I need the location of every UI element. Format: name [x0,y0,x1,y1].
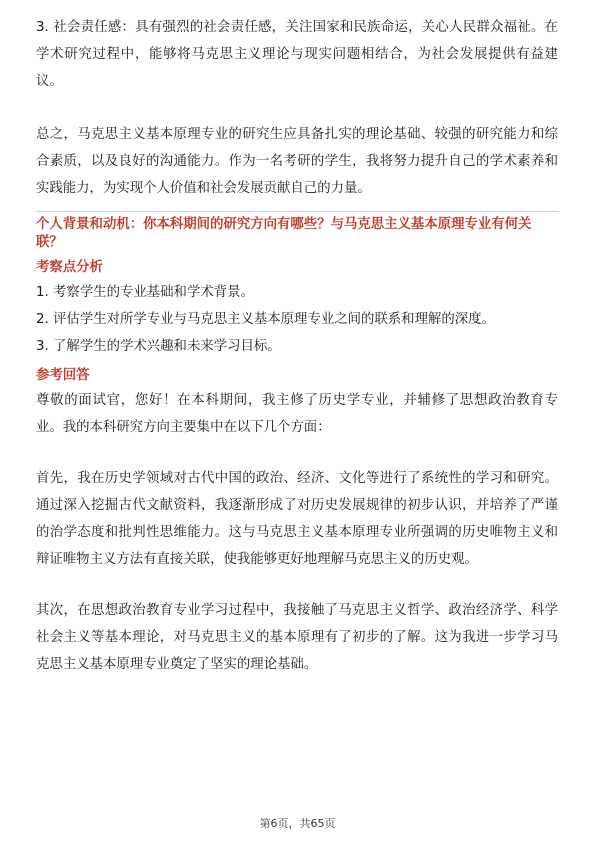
paragraph-social-responsibility: 3. 社会责任感：具有强烈的社会责任感，关注国家和民族命运，关心人民群众福祉。在学术研究过程中，能够将马克思主义理论与现实问题相结合，为社会发展提供有益建议。 [36,20,558,89]
interview-question: 个人背景和动机：你本科期间的研究方向有哪些？与马克思主义基本原理专业有何关联？ [36,217,532,250]
spacer [36,95,558,121]
analysis-item: 3. 了解学生的学术兴趣和未来学习目标。 [36,339,281,354]
analysis-heading: 考察点分析 [36,260,103,275]
answer-paragraph-political-education: 其次，在思想政治教育专业学习过程中，我接触了马克思主义哲学、政治经济学、科学社会主义等基本理论，对马克思主义的基本原理有了初步的了解。这为我进一步学习马克思主义基本原理专业奠定了坚实的理论基础。 [36,603,558,672]
analysis-item: 2. 评估学生对所学专业与马克思主义基本原理专业之间的联系和理解的深度。 [36,312,495,327]
page-content [36,14,558,678]
answer-paragraph-greeting: 尊敬的面试官，您好！在本科期间，我主修了历史学专业，并辅修了思想政治教育专业。我的本科研究方向主要集中在以下几个方面： [36,393,558,435]
answer-heading: 参考回答 [36,368,90,383]
spacer [36,441,558,465]
analysis-item: 1. 考察学生的专业基础和学术背景。 [36,285,254,300]
answer-paragraph-history: 首先，我在历史学领域对古代中国的政治、经济、文化等进行了系统性的学习和研究。通过深入挖掘古代文献资料，我逐渐形成了对历史发展规律的初步认识，并培养了严谨的治学态度和批判性思维能力。这与马克思主义基本原理专业所强调的历史唯物主义和辩证唯物主义方法有直接关联，使我能够更好地理解马克思主义的历史观。 [36,471,558,567]
page-number-footer: 第6页，共65页 [259,817,336,830]
spacer [36,573,558,597]
section-divider [36,211,558,212]
paragraph-conclusion: 总之，马克思主义基本原理专业的研究生应具备扎实的理论基础、较强的研究能力和综合素质，以及良好的沟通能力。作为一名考研的学生，我将努力提升自己的学术素养和实践能力，为实现个人价值和社会发展贡献自己的力量。 [36,127,558,196]
